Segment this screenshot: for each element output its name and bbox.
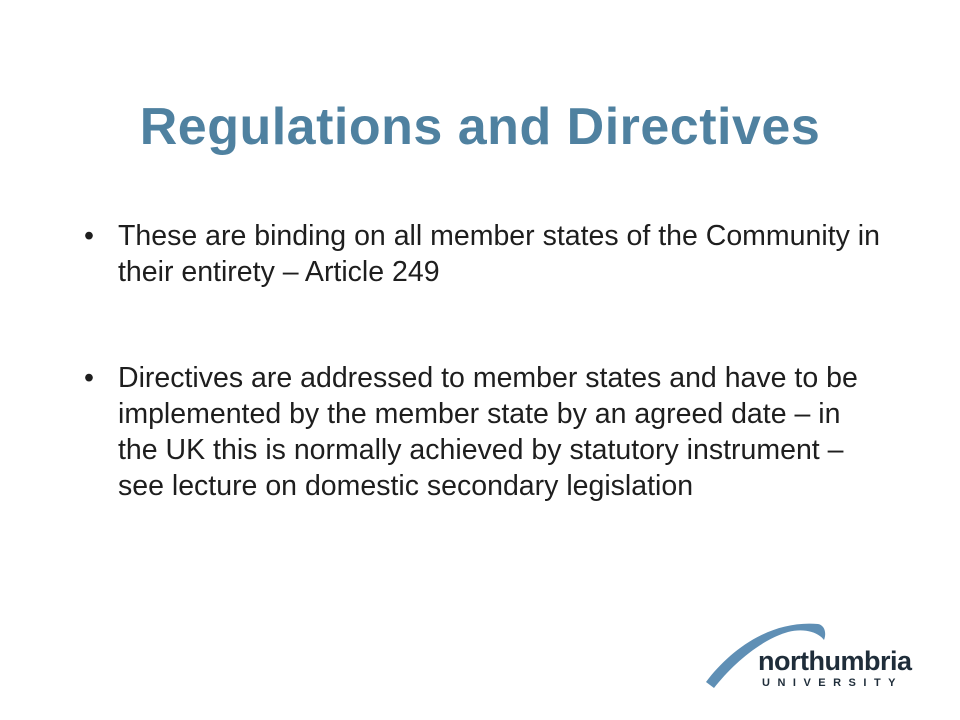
logo-subtitle: UNIVERSITY xyxy=(762,677,904,689)
bullet-marker: • xyxy=(84,362,94,394)
bullet-marker: • xyxy=(84,220,94,252)
bullet-list xyxy=(84,218,884,504)
bullet-item xyxy=(84,218,884,290)
logo-name: northumbria xyxy=(758,646,912,676)
bullet-text: Directives are addressed to member states and have to be implemented by the member state by an agreed date – in the UK this is normally achieved by statutory instrument – see lecture on domestic secondary legislation xyxy=(118,362,858,502)
bullet-item xyxy=(84,360,884,504)
northumbria-logo xyxy=(700,610,915,695)
bullet-text: These are binding on all member states of the Community in their entirety – Article 249 xyxy=(118,220,880,288)
slide-title: Regulations and Directives xyxy=(139,98,821,156)
